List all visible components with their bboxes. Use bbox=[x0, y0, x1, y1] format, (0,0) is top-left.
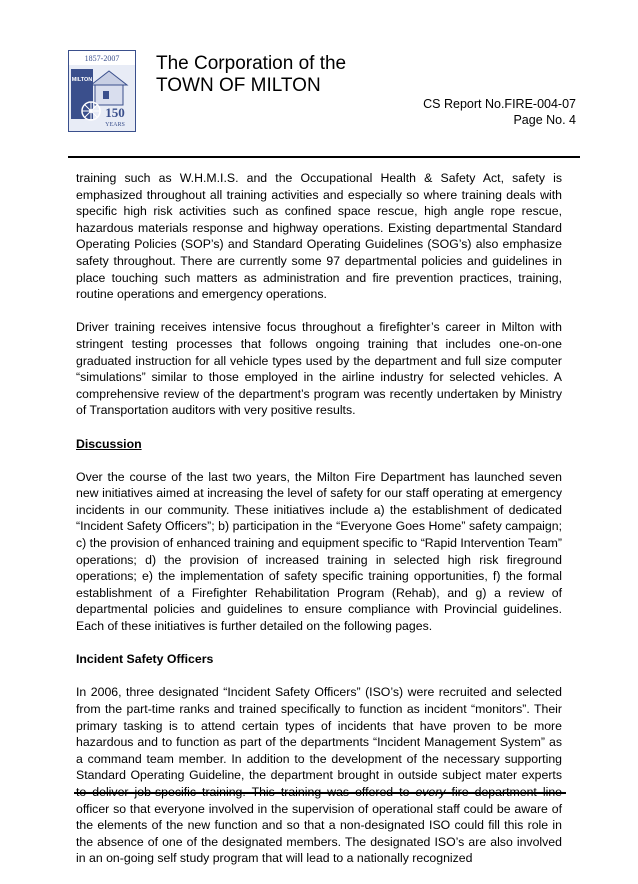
document-body bbox=[76, 170, 562, 884]
corporation-name bbox=[156, 53, 346, 97]
logo-anniversary-text: 150 bbox=[105, 105, 125, 120]
logo-years-label: YEARS bbox=[105, 122, 125, 128]
iso-text-part-2: officer so that everyone involved in the supervision of operational staff could be aware of the elements of the new function and so that a non-designated ISO could fill this role in the absence of one of the designated members. The designated ISO’s are also involved in an on-going self study program that will lead to a nationally recognized bbox=[76, 801, 562, 866]
heading-incident-safety-officers: Incident Safety Officers bbox=[76, 652, 214, 667]
iso-text-part-1: In 2006, three designated “Incident Safety Officers” (ISO’s) were recruited and selected from the part-time ranks and trained specifically to function as incident “monitors”. Their primary tasking is to attend certain types of incidents that have proven to be more hazardous and to function as part of the departments “Incident Management System” as a command team member. In addition to the development of the necessary supporting Standard Operating Guideline, the department brought in outside subject mater experts bbox=[76, 685, 562, 783]
paragraph-driver-training: Driver training receives intensive focus throughout a firefighter’s career in Milton with stringent testing processes that follows ongoing training that includes one-on-one graduated instruction for all vehicle types used by the department and full size computer “simulations” similar to those employed in the airline industry for selected vehicles. A comprehensive review of the department’s program was recently undertaken by Ministry of Transportation auditors with very positive results. bbox=[76, 320, 562, 418]
logo-years-text: 1857-2007 bbox=[84, 54, 120, 63]
page-header bbox=[0, 0, 638, 160]
heading-discussion: Discussion bbox=[76, 436, 142, 451]
footer-divider bbox=[74, 792, 566, 794]
corporation-line-2: TOWN OF MILTON bbox=[156, 75, 321, 96]
header-divider bbox=[68, 156, 580, 158]
report-number: CS Report No.FIRE-004-07 bbox=[423, 97, 576, 111]
report-reference bbox=[423, 96, 576, 128]
corporation-line-1: The Corporation of the bbox=[156, 53, 347, 74]
paragraph-incident-safety-officers bbox=[76, 684, 562, 867]
paragraph-safety-training: training such as W.H.M.I.S. and the Occupational Health & Safety Act, safety is emphasized throughout all training activities and especially so where training deals with specific high risk activities such as confined space rescue, high angle rope rescue, hazardous materials response and highway operations. Existing departmental Standard Operating Policies (SOP’s) and Standard Operating Guidelines (SOG’s) also emphasize safety throughout. There are currently some 97 departmental policies and guidelines in place touching such matters as administration and fire prevention practices, training, routine operations and emergency operations. bbox=[76, 171, 562, 302]
milton-150-years-crest-icon bbox=[68, 50, 136, 132]
logo-town-text: MILTON bbox=[71, 77, 93, 83]
paragraph-initiatives: Over the course of the last two years, the Milton Fire Department has launched seven new initiatives aimed at increasing the level of safety for our staff operating at emergency incidents in our community. These initiatives include a) the establishment of dedicated “Incident Safety Officers”; b) participation in the “Everyone Goes Home” safety campaign; c) the provision of enhanced training and equipment specific to “Rapid Intervention Team” operations; d) the provision of increased training in selected high risk fireground operations; e) the implementation of safety specific training opportunities, f) the formal establishment of a Firefighter Rehabilitation Program (Rehab), and g) a review of departmental policies and guidelines to ensure compliance with Provincial guidelines. Each of these initiatives is further detailed on the following pages. bbox=[76, 469, 562, 634]
page-number: Page No. 4 bbox=[513, 113, 576, 127]
